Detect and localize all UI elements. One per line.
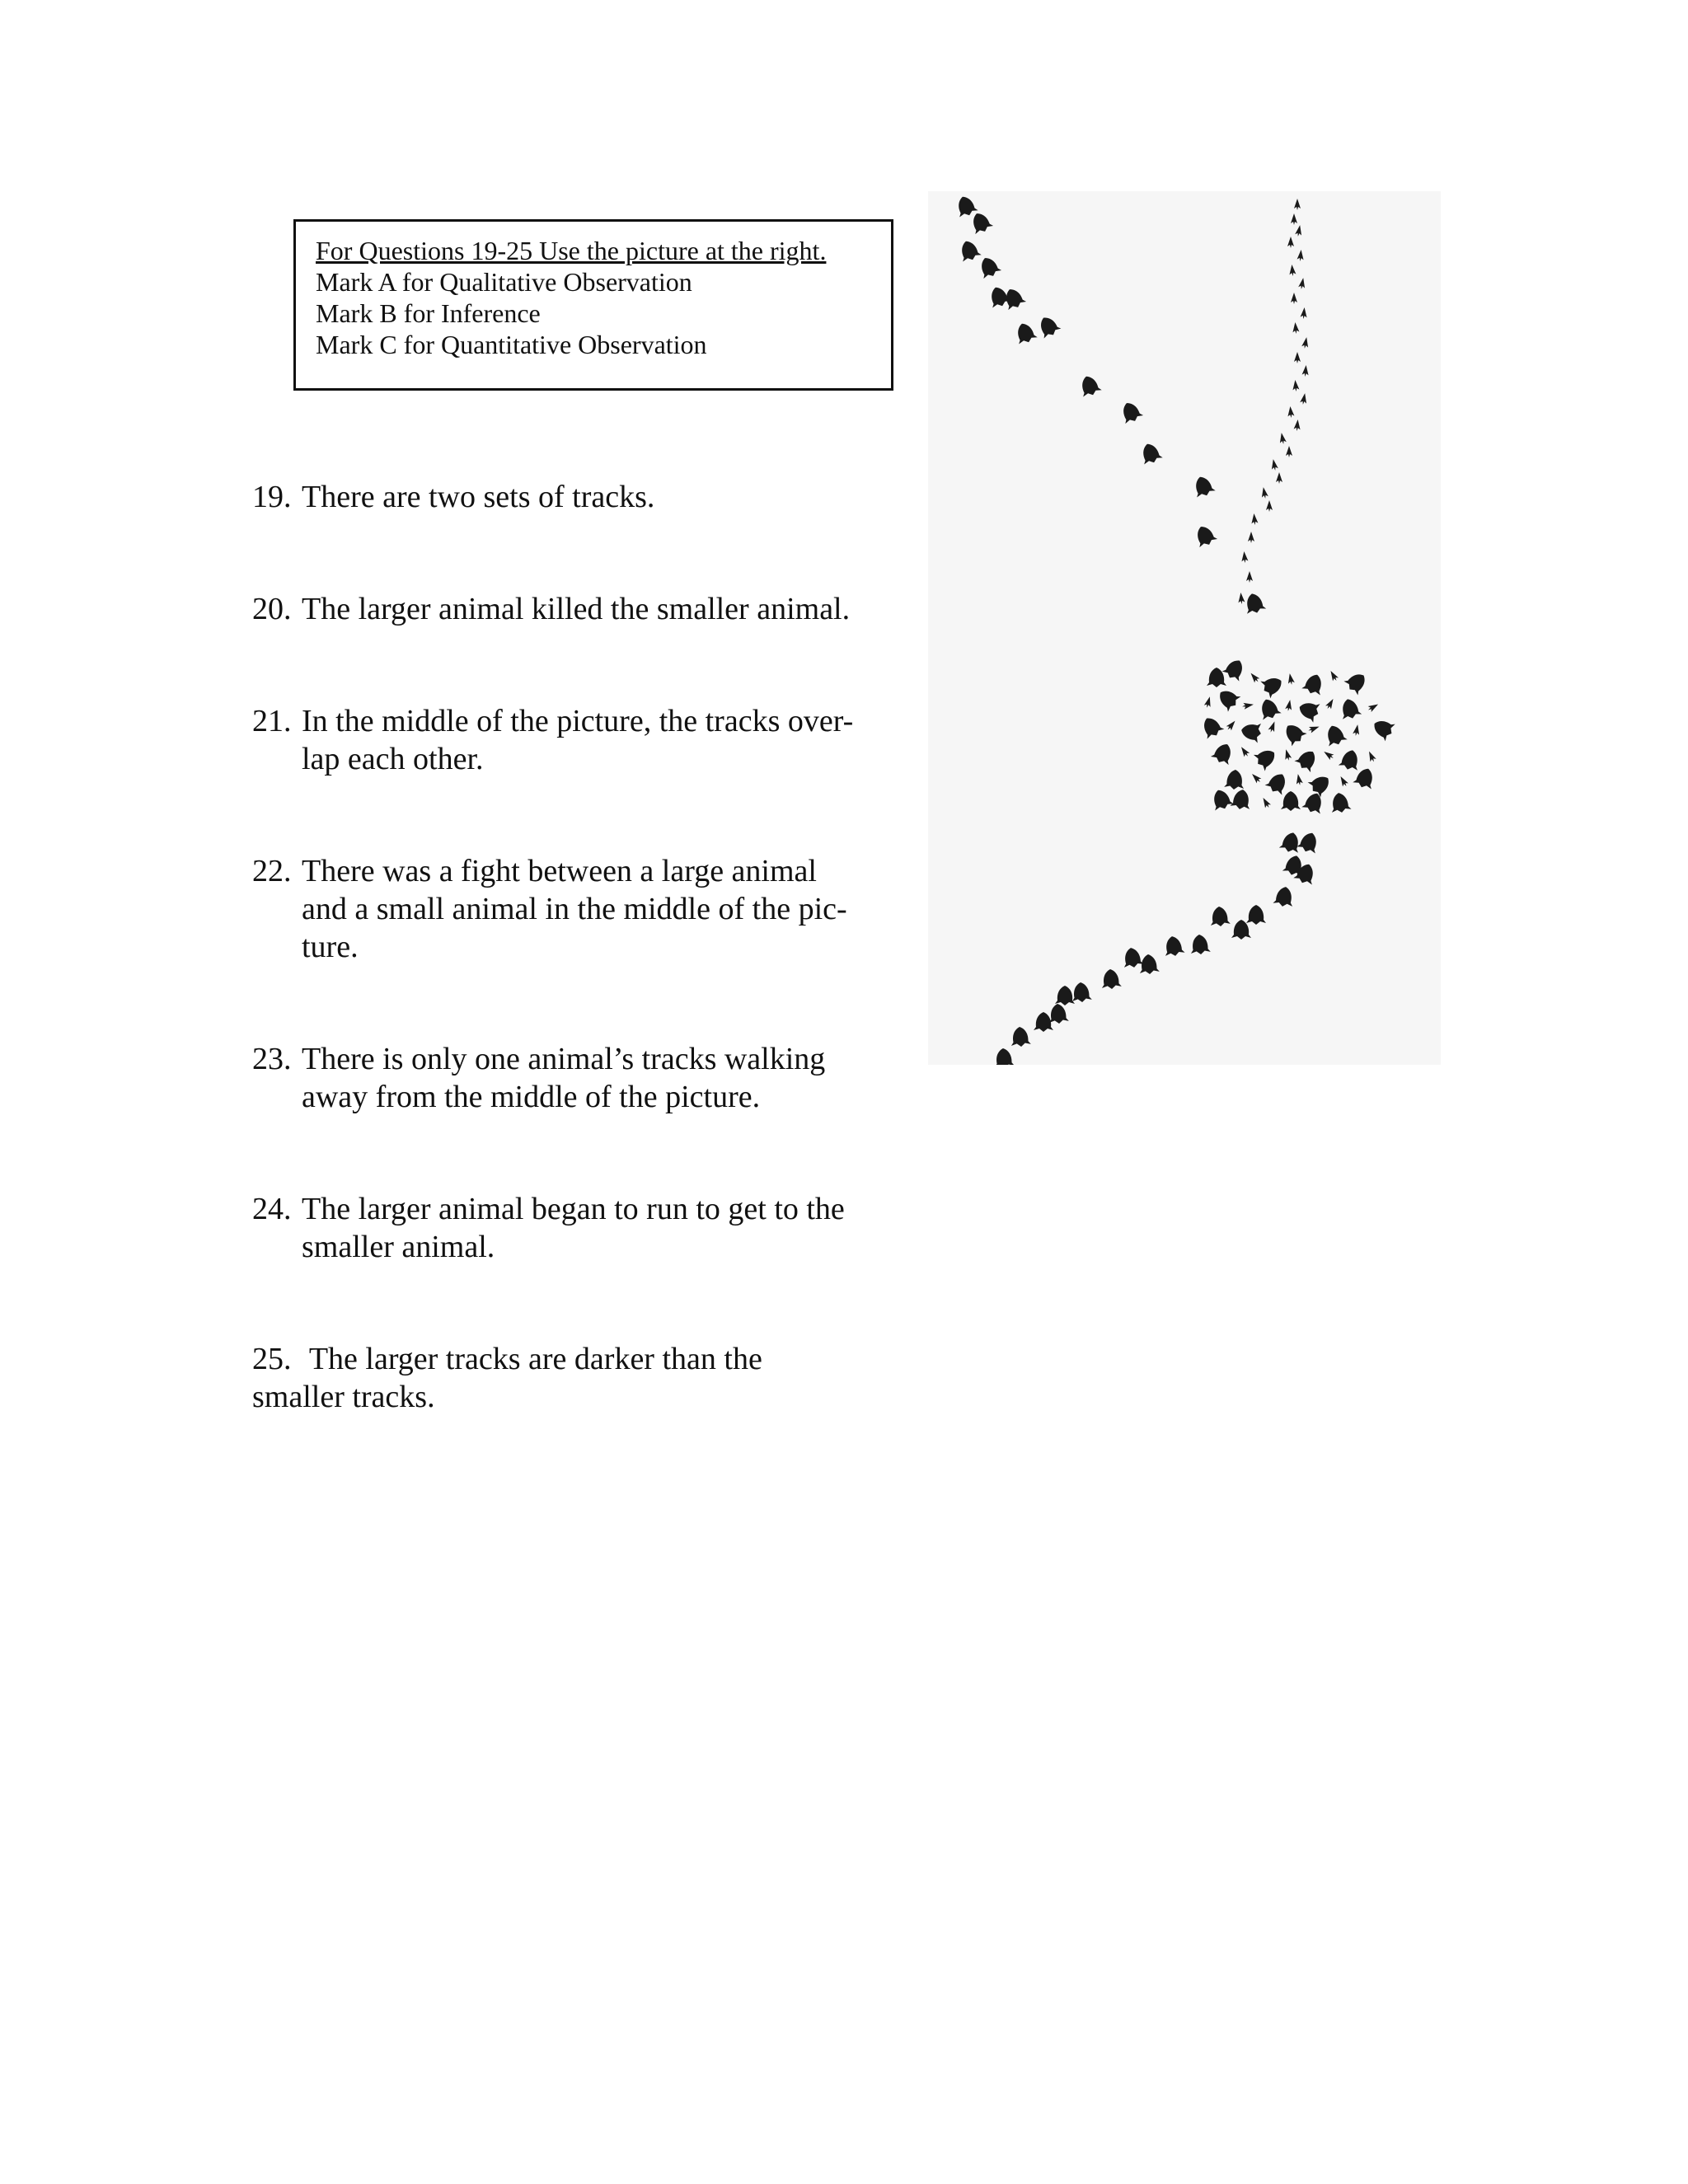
large-track-mark	[1010, 1026, 1031, 1047]
small-track-mark	[1250, 513, 1258, 526]
large-track-mark	[1209, 787, 1235, 813]
small-track-mark	[1237, 593, 1245, 605]
large-track-mark	[1162, 935, 1185, 958]
large-track-mark	[1296, 830, 1322, 855]
small-track-mark	[1246, 571, 1253, 583]
large-track-mark	[1259, 673, 1287, 700]
small-track-mark	[1307, 724, 1320, 733]
large-track-mark	[1013, 321, 1039, 346]
large-track-mark	[1296, 698, 1322, 724]
small-track-mark	[1225, 719, 1237, 732]
large-track-mark	[1048, 1003, 1069, 1024]
animal-tracks-image	[928, 191, 1441, 1065]
question-23	[252, 1040, 912, 1116]
question-20	[252, 590, 912, 628]
question-25	[252, 1340, 912, 1416]
large-track-mark	[1231, 920, 1251, 940]
question-21	[252, 702, 912, 778]
small-track-mark	[1260, 796, 1272, 809]
small-track-mark	[1322, 749, 1335, 762]
large-track-mark	[1198, 714, 1226, 741]
question-text: There are two sets of tracks.	[302, 480, 655, 514]
small-track-mark	[1295, 224, 1303, 237]
small-track-mark	[1291, 213, 1297, 225]
small-track-mark	[1300, 307, 1307, 320]
large-track-mark	[1246, 905, 1266, 925]
large-track-mark	[1280, 719, 1308, 748]
small-track-mark	[1288, 265, 1296, 277]
small-track-mark	[1367, 701, 1380, 713]
instructions-title: For Questions 19-25 Use the picture at the right.	[316, 236, 827, 265]
small-track-mark	[1268, 720, 1278, 733]
small-track-mark	[1296, 250, 1304, 262]
instruction-mark-b: Mark B for Inference	[316, 298, 541, 328]
small-track-mark	[1298, 277, 1306, 289]
large-track-mark	[1240, 720, 1263, 743]
small-track-mark	[1353, 724, 1361, 736]
small-track-mark	[1293, 419, 1301, 432]
animal-tracks-illustration	[928, 191, 1441, 1065]
large-track-mark	[1230, 788, 1253, 811]
small-track-mark	[1301, 336, 1310, 349]
large-track-mark	[957, 238, 982, 264]
small-track-mark	[1286, 446, 1292, 457]
large-track-mark	[1252, 744, 1279, 771]
large-track-mark	[954, 194, 979, 219]
large-track-mark	[1118, 399, 1144, 425]
question-text: There was a fight between a large animal	[302, 854, 817, 888]
large-track-mark	[1278, 830, 1302, 854]
large-track-mark	[1257, 696, 1282, 722]
instruction-mark-c: Mark C for Quantitative Observation	[316, 330, 707, 359]
small-track-mark	[1282, 748, 1292, 762]
small-track-mark	[1240, 551, 1248, 564]
question-text-continued: lap each other.	[302, 742, 484, 776]
small-track-mark	[1270, 458, 1278, 471]
small-track-mark	[1203, 696, 1212, 709]
small-track-mark	[1287, 237, 1294, 248]
small-track-mark	[1292, 322, 1299, 335]
large-track-mark	[1035, 313, 1062, 340]
question-text-continued: smaller tracks.	[252, 1380, 435, 1414]
large-track-mark	[1370, 715, 1397, 743]
large-track-mark	[1242, 591, 1266, 615]
question-number: 19.	[252, 480, 292, 514]
small-track-mark	[1266, 500, 1273, 512]
small-track-mark	[1239, 745, 1251, 758]
question-text-continued: ture.	[302, 930, 359, 964]
question-text: The larger tracks are darker than the	[302, 1342, 762, 1376]
small-track-mark	[1292, 380, 1299, 392]
large-track-mark	[1121, 946, 1144, 969]
question-number: 20.	[252, 592, 292, 626]
large-track-mark	[1071, 982, 1092, 1003]
large-track-mark	[1189, 934, 1211, 955]
small-track-mark	[1294, 352, 1301, 363]
large-track-mark	[1100, 968, 1122, 990]
large-track-mark	[1034, 1012, 1053, 1032]
small-track-mark	[1287, 406, 1294, 419]
large-track-mark	[1138, 954, 1160, 975]
question-text: The larger animal killed the smaller animal.	[302, 592, 851, 626]
question-number: 21.	[252, 704, 292, 738]
question-22	[252, 852, 912, 966]
large-track-mark	[968, 209, 994, 236]
large-track-mark	[1191, 474, 1217, 499]
question-19	[252, 478, 912, 516]
large-track-mark	[1306, 771, 1334, 799]
question-text-continued: smaller animal.	[302, 1230, 495, 1264]
large-track-mark	[1224, 769, 1245, 790]
large-track-mark	[1343, 668, 1371, 696]
small-track-mark	[1248, 671, 1260, 684]
large-track-mark	[1329, 791, 1352, 814]
question-number: 25.	[252, 1342, 292, 1376]
large-track-mark	[1323, 723, 1348, 748]
question-number: 22.	[252, 854, 292, 888]
instruction-mark-a: Mark A for Qualitative Observation	[316, 267, 692, 297]
small-track-mark	[1325, 697, 1336, 710]
large-track-mark	[1301, 672, 1327, 697]
small-track-mark	[1294, 199, 1301, 210]
large-track-mark	[1338, 696, 1362, 720]
question-text: There is only one animal’s tracks walking	[302, 1042, 826, 1076]
question-number: 24.	[252, 1192, 292, 1226]
question-text-continued: and a small animal in the middle of the pic-	[302, 892, 847, 926]
small-track-mark	[1301, 365, 1309, 377]
large-track-mark	[1293, 746, 1320, 773]
large-track-mark	[1264, 770, 1292, 797]
large-track-mark	[1281, 791, 1301, 811]
large-track-mark	[1210, 740, 1236, 766]
small-track-mark	[1278, 432, 1287, 444]
small-track-mark	[1260, 486, 1268, 499]
large-track-mark	[1209, 906, 1231, 927]
large-track-mark	[1301, 790, 1327, 816]
question-number: 23.	[252, 1042, 292, 1076]
small-track-mark	[1241, 701, 1254, 710]
question-24	[252, 1190, 912, 1266]
large-track-mark	[1138, 441, 1164, 466]
small-track-mark	[1300, 392, 1308, 405]
large-track-mark	[1338, 748, 1362, 771]
question-text-continued: away from the middle of the picture.	[302, 1080, 761, 1114]
small-track-mark	[1287, 673, 1295, 685]
large-track-mark	[1273, 885, 1296, 908]
small-track-mark	[1366, 750, 1376, 763]
small-track-mark	[1248, 532, 1254, 543]
large-track-mark	[1221, 656, 1249, 683]
question-text: In the middle of the picture, the tracks over-	[302, 704, 854, 738]
small-track-mark	[1328, 669, 1339, 682]
small-track-mark	[1285, 699, 1293, 711]
large-track-mark	[1055, 986, 1075, 1005]
small-track-mark	[1276, 472, 1282, 484]
small-track-mark	[1295, 773, 1303, 785]
large-track-mark	[976, 254, 1002, 280]
small-track-mark	[1338, 775, 1349, 788]
large-track-mark	[1077, 373, 1103, 399]
large-track-mark	[1207, 668, 1226, 687]
large-track-mark	[1214, 685, 1242, 713]
large-track-mark	[993, 1047, 1015, 1065]
question-text: The larger animal began to run to get to the	[302, 1192, 845, 1226]
small-track-mark	[1291, 293, 1297, 304]
small-track-mark	[1250, 771, 1263, 785]
large-track-mark	[1192, 523, 1218, 549]
instruction-box	[293, 219, 893, 391]
